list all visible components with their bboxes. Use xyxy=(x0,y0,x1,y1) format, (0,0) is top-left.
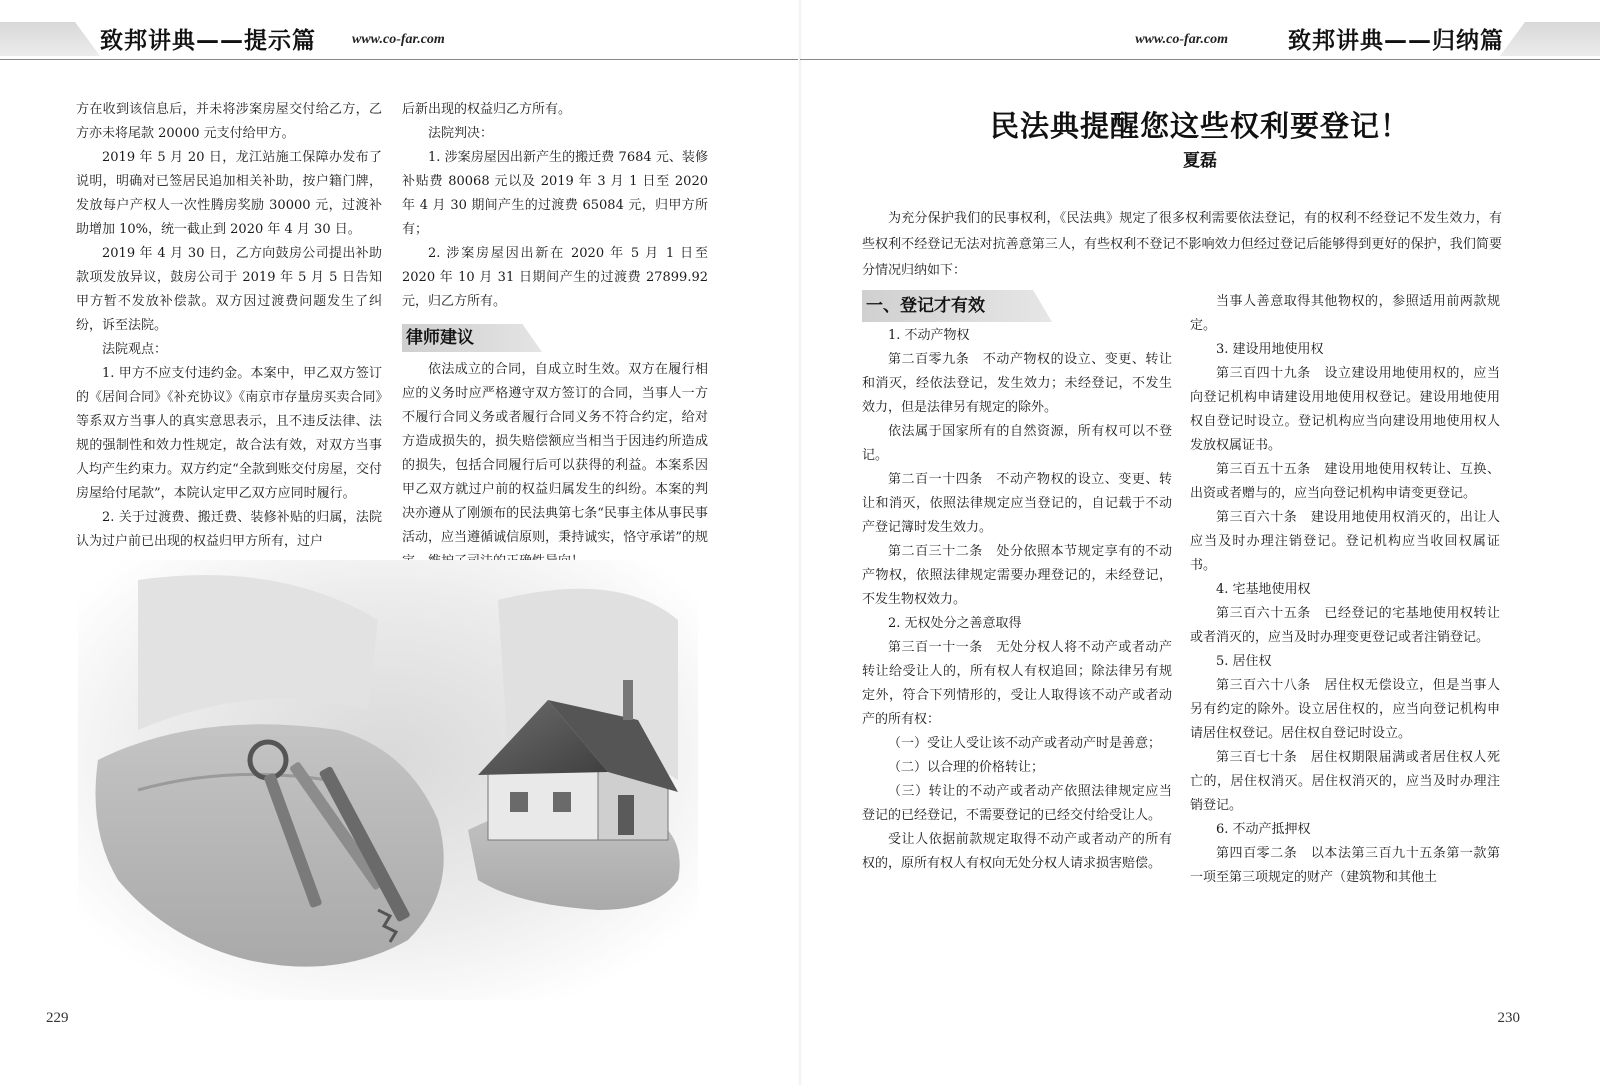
page-number: 230 xyxy=(1497,1010,1520,1026)
left-column-1 xyxy=(76,98,382,554)
paragraph: 第三百四十九条 设立建设用地使用权的，应当向登记机构申请建设用地使用权登记。建设用地使用权自登记时设立。登记机构应当向建设用地使用权人发放权属证书。 xyxy=(1190,366,1500,453)
hands-keys-house-photo xyxy=(78,560,698,1000)
paragraph: 法院观点： xyxy=(102,342,168,357)
header-url[interactable]: www.co-far.com xyxy=(1135,32,1228,47)
paragraph: 第三百六十八条 居住权无偿设立，但是当事人另有约定的除外。设立居住权的，应当向登记机构申请居住权登记。居住权自登记时设立。 xyxy=(1190,678,1500,741)
paragraph: 2. 涉案房屋因出新在 2020 年 5 月 1 日至 2020 年 10 月 31 日期间产生的过渡费 27899.92 元，归乙方所有。 xyxy=(402,246,708,309)
paragraph: 第三百七十条 居住权期限届满或者居住权人死亡的，居住权消灭。居住权消灭的，应当及时办理注销登记。 xyxy=(1190,750,1500,813)
left-column-2 xyxy=(402,98,708,574)
paragraph: 1. 甲方不应支付违约金。本案中，甲乙双方签订的《居间合同》《补充协议》《南京市存量房买卖合同》等系双方当事人的真实意思表示，且不违反法律、法规的强制性和效力性规定，故合法有效，对双方当事人均产生约束力。双方约定“全款到账交付房屋，交付房屋给付尾款”，本院认定甲乙双方应同时履行。 xyxy=(76,366,382,501)
article-author: 夏磊 xyxy=(1183,151,1217,171)
paragraph: （一）受让人受让该不动产或者动产时是善意； xyxy=(888,736,1162,751)
paragraph: 2. 关于过渡费、搬迁费、装修补贴的归属，法院认为过户前已出现的权益归甲方所有，过户 xyxy=(76,510,382,549)
paragraph: （二）以合理的价格转让； xyxy=(888,760,1045,775)
header-rule xyxy=(0,59,800,60)
paragraph: 第三百六十五条 已经登记的宅基地使用权转让或者消灭的，应当及时办理变更登记或者注销登记。 xyxy=(1190,606,1500,645)
paragraph: 第三百五十五条 建设用地使用权转让、互换、出资或者赠与的，应当向登记机构申请变更登记。 xyxy=(1190,462,1500,501)
paragraph: 后新出现的权益归乙方所有。 xyxy=(402,102,572,117)
lawyer-advice-heading: 律师建议 xyxy=(402,324,708,352)
paragraph: 受让人依据前款规定取得不动产或者动产的所有权的，原所有权人有权向无处分权人请求损害赔偿。 xyxy=(862,832,1172,871)
paragraph: （三）转让的不动产或者动产依照法律规定应当登记的已经登记，不需要登记的已经交付给受让人。 xyxy=(862,784,1172,823)
page-number: 229 xyxy=(46,1010,69,1026)
paragraph: 第四百零二条 以本法第三百九十五条第一款第一项至第三项规定的财产（建筑物和其他土 xyxy=(1190,846,1500,885)
paragraph: 法院判决： xyxy=(428,126,494,141)
paragraph: 第二百三十二条 处分依照本节规定享有的不动产物权，依照法律规定需要办理登记的，未经登记，不发生物权效力。 xyxy=(862,544,1172,607)
right-page xyxy=(800,0,1600,1085)
header-url[interactable]: www.co-far.com xyxy=(352,32,445,47)
subheading: 1. 不动产物权 xyxy=(888,328,970,343)
paragraph: 第二百一十四条 不动产物权的设立、变更、转让和消灭，依照法律规定应当登记的，自记载于不动产登记簿时发生效力。 xyxy=(862,472,1172,535)
header-title: 致邦讲典——提示篇 xyxy=(100,28,316,54)
header-title: 致邦讲典——归纳篇 xyxy=(1288,28,1504,54)
subheading: 6. 不动产抵押权 xyxy=(1216,822,1311,837)
right-column-2 xyxy=(1190,290,1500,890)
header-rule xyxy=(800,59,1600,60)
subheading: 2. 无权处分之善意取得 xyxy=(888,616,1022,631)
subheading: 5. 居住权 xyxy=(1216,654,1272,669)
paragraph: 依法属于国家所有的自然资源，所有权可以不登记。 xyxy=(862,424,1172,463)
right-column-1 xyxy=(862,290,1172,876)
paragraph: 方在收到该信息后，并未将涉案房屋交付给乙方，乙方亦未将尾款 20000 元支付给甲方。 xyxy=(76,102,382,141)
paragraph: 2019 年 5 月 20 日，龙江站施工保障办发布了说明，明确对已签居民追加相关补助，按户籍门牌，发放每户产权人一次性腾房奖励 30000 元，过渡补助增加 10%，统一截止到 2020 年 4 月 30 日。 xyxy=(76,150,382,237)
header-band xyxy=(0,22,100,56)
paragraph: 第二百零九条 不动产物权的设立、变更、转让和消灭，经依法登记，发生效力；未经登记，不发生效力，但是法律另有规定的除外。 xyxy=(862,352,1172,415)
section-heading: 一、登记才有效 xyxy=(862,290,1172,322)
paragraph: 第三百六十条 建设用地使用权消灭的，出让人应当及时办理注销登记。登记机构应当收回权属证书。 xyxy=(1190,510,1500,573)
article-intro: 为充分保护我们的民事权利，《民法典》规定了很多权利需要依法登记，有的权利不经登记不发生效力，有些权利不经登记无法对抗善意第三人，有些权利不登记不影响效力但经过登记后能够得到更好的保护，我们简要分情况归纳如下： xyxy=(862,211,1502,278)
subheading: 3. 建设用地使用权 xyxy=(1216,342,1324,357)
subheading: 4. 宅基地使用权 xyxy=(1216,582,1311,597)
article-title: 民法典提醒您这些权利要登记！ xyxy=(989,109,1410,143)
paragraph: 2019 年 4 月 30 日，乙方向鼓房公司提出补助款项发放异议，鼓房公司于 2019 年 5 月 5 日告知甲方暂不发放补偿款。双方因过渡费问题发生了纠纷，诉至法院。 xyxy=(76,246,382,333)
lawyer-advice-text: 依法成立的合同，自成立时生效。双方在履行相应的义务时应严格遵守双方签订的合同，当事人一方不履行合同义务或者履行合同义务不符合约定，给对方造成损失的，损失赔偿额应当相当于因违约所造成的损失，包括合同履行后可以获得的利益。本案系因甲乙双方就过户前的权益归属发生的纠纷。本案的判决亦遵从了刚颁布的民法典第七条“民事主体从事民事活动，应当遵循诚信原则，秉持诚实，恪守承诺”的规 xyxy=(402,362,708,545)
paragraph: 1. 涉案房屋因出新产生的搬迁费 7684 元、装修补贴费 80068 元以及 2019 年 3 月 1 日至 2020 年 4 月 30 期间产生的过渡费 65084 元，归甲方所有； xyxy=(402,150,708,237)
header-band xyxy=(1500,22,1600,56)
paragraph: 第三百一十一条 无处分权人将不动产或者动产转让给受让人的，所有权人有权追回；除法律另有规定外，符合下列情形的，受让人取得该不动产或者动产的所有权： xyxy=(862,640,1172,727)
paragraph: 当事人善意取得其他物权的，参照适用前两款规定。 xyxy=(1190,294,1500,333)
